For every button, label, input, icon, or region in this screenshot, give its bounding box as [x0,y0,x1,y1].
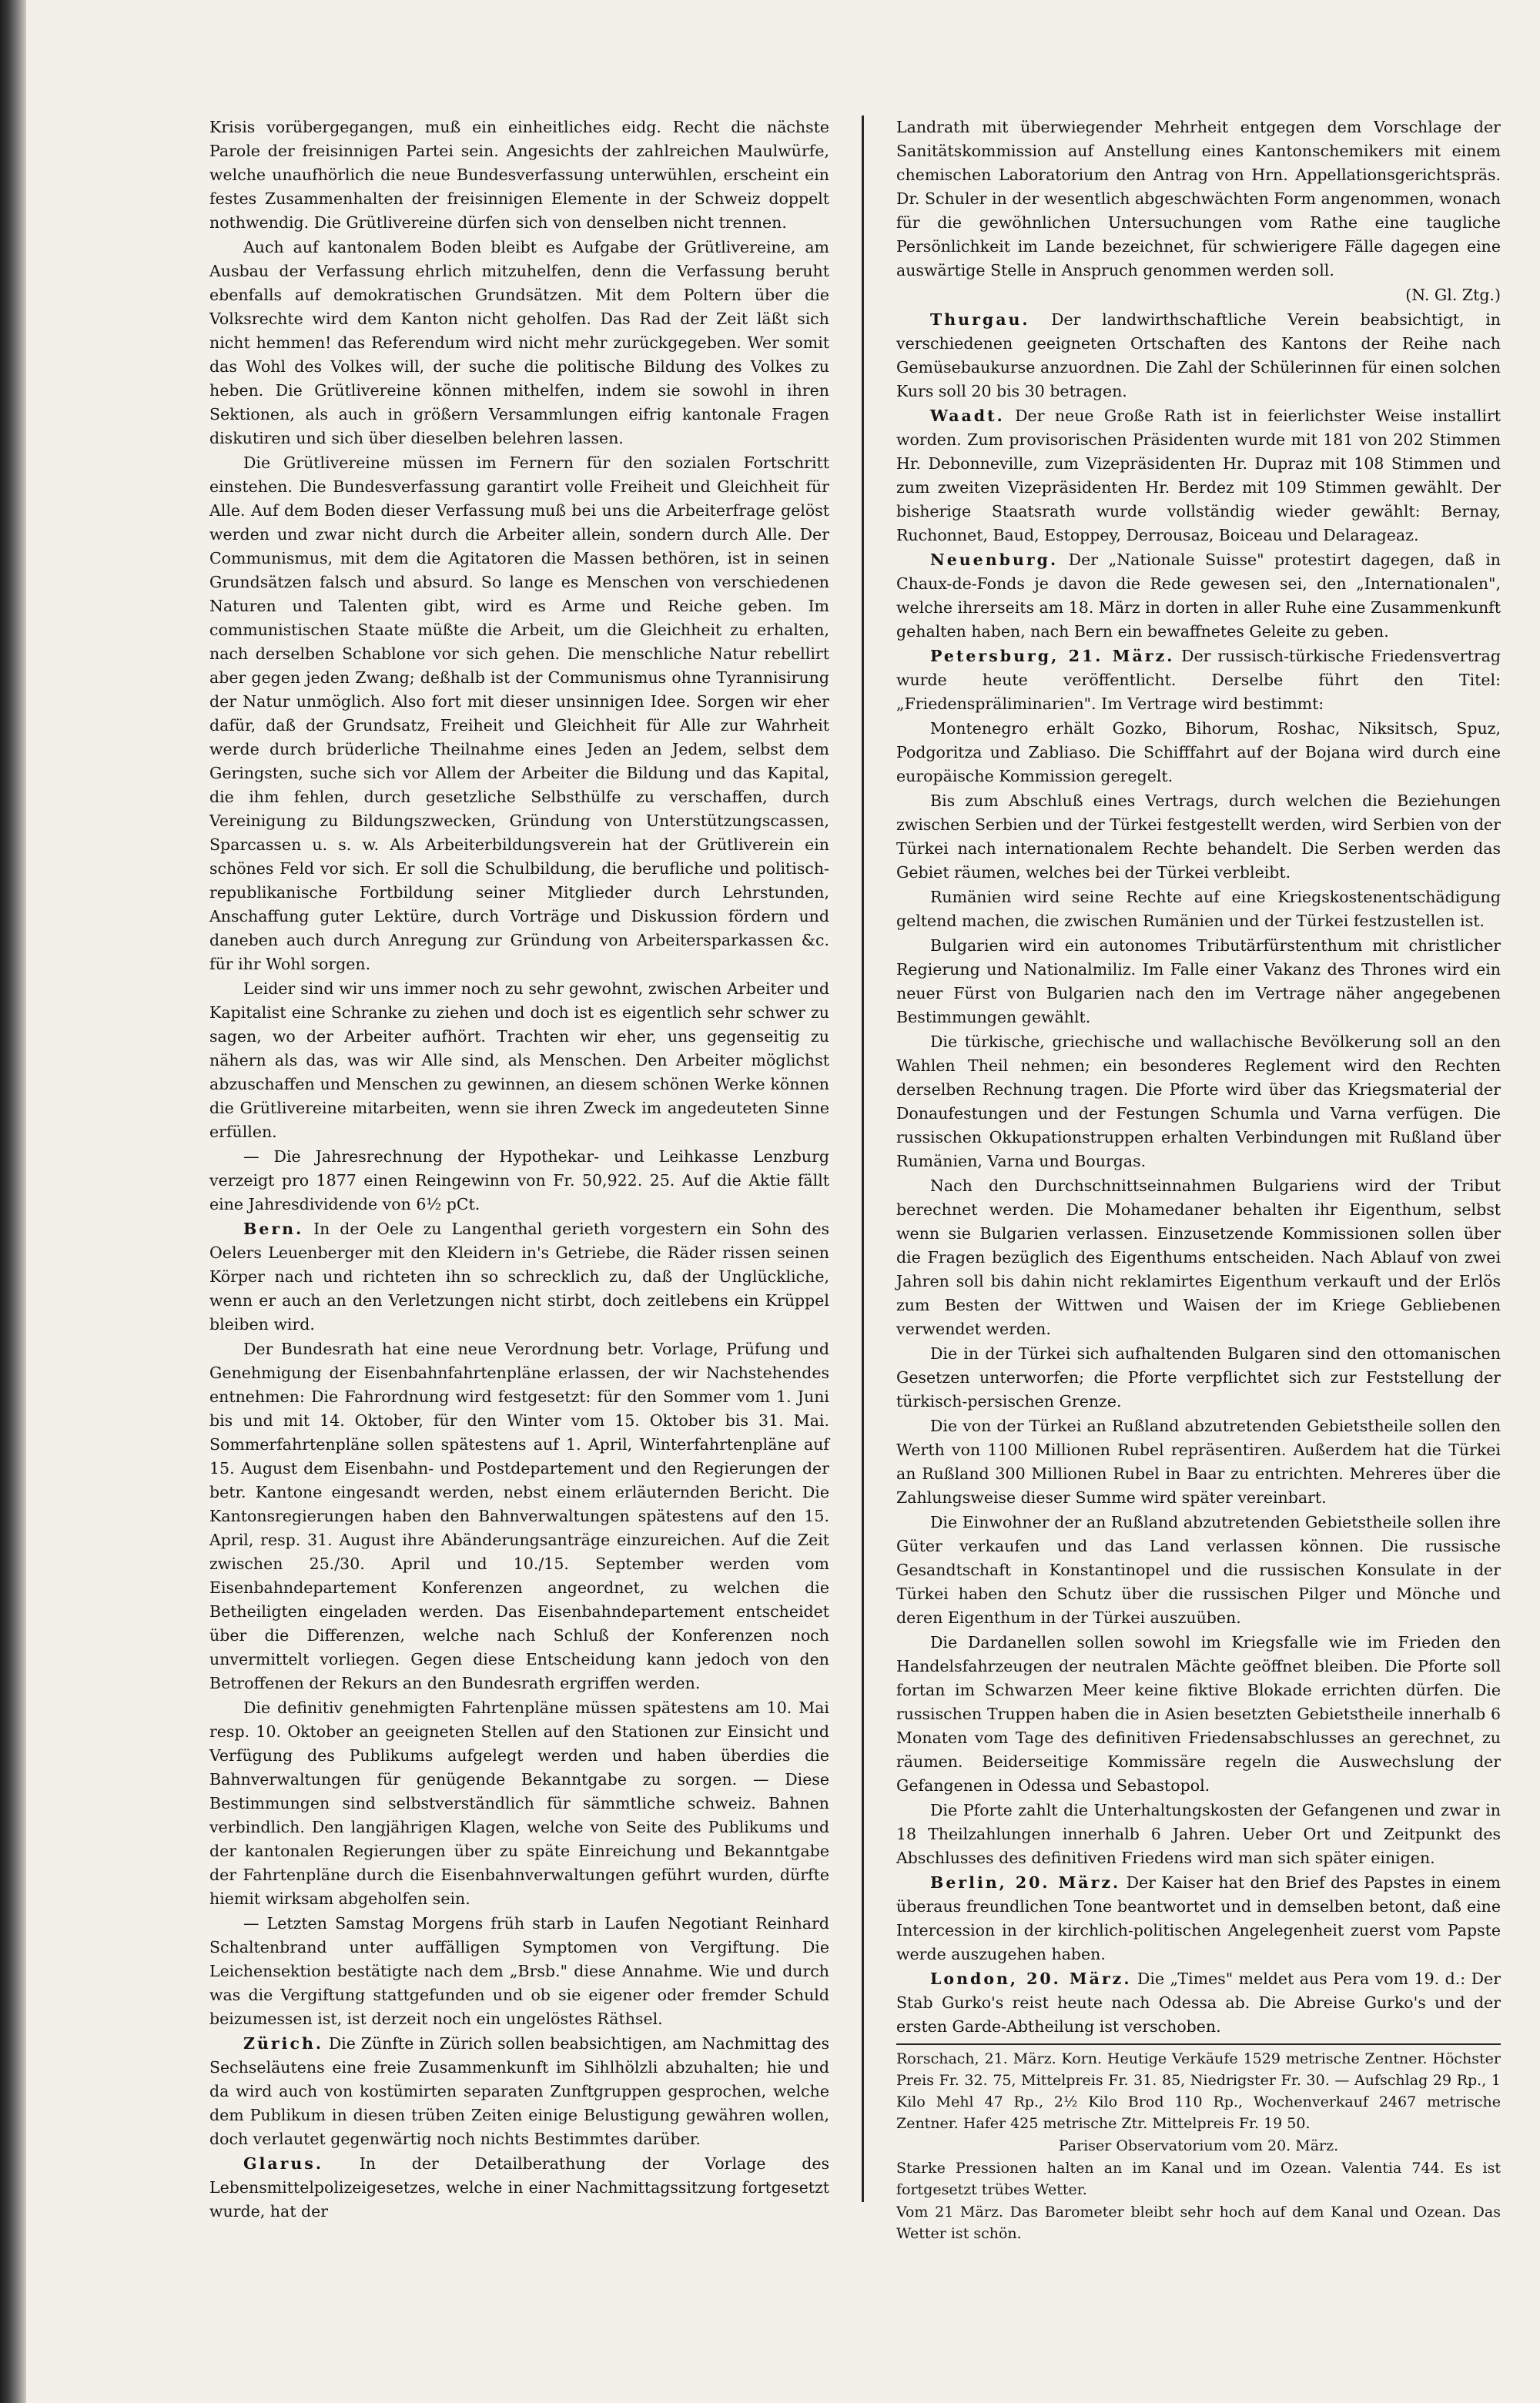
news-body: Der russisch-türkische Friedensvertrag wurde heute veröffentlicht. Derselbe führt den Titel: „Friedenspräliminarien". Im Vertrage wird bestimmt: [896,647,1501,713]
left-column [209,115,829,2221]
dateline: Berlin, 20. März. [930,1873,1121,1892]
newspaper-page [26,0,1540,2403]
weather-report: Vom 21 März. Das Barometer bleibt sehr hoch auf dem Kanal und Ozean. Das Wetter ist schön. [896,2204,1501,2242]
observatory-heading: Pariser Observatorium vom 20. März. [1058,2137,1339,2154]
scan-edge-binding [0,0,26,2403]
news-item-waadt [896,404,1501,547]
source-citation: (N. Gl. Ztg.) [1405,286,1501,304]
article-paragraph: Die Grütlivereine müssen im Fernern für den sozialen Fortschritt einstehen. Die Bundesverfassung garantirt volle Freiheit und Gleichheit für Alle. Auf dem Boden dieser Verfassung muß bei uns die Arbeiterfrage gelöst werden und zwar nicht durch die Arbeiter allein, sondern durch Alle. Der Communismus, mit dem die Agitatoren die Massen bethören, ist in seinen Grundsätzen falsch und absurd. So lange es Menschen von verschiedenen Naturen und Talenten gibt, wird es Arme und Reiche geben. Im communistischen Staate müßte die Arbeit, um die Gleichheit zu erhalten, nach derselben Schablone vor sich gehen. Die menschliche Natur rebellirt aber gegen jeden Zwang; deßhalb ist der Communismus ohne Tyrannisirung der Natur unmöglich. Also fort mit dieser unsinnigen Idee. Sorgen wir eher dafür, daß der Grundsatz, Freiheit und Gleichheit für Alle zur Wahrheit werde durch brüderliche Theilnahme eines Jeden an Jedem, selbst dem Geringsten, suche sich vor Allem der Arbeiter die Bildung und das Kapital, die ihm fehlen, durch gesetzliche Selbsthülfe zu verschaffen, durch Vereinigung zu Bildungszwecken, Gründung von Unterstützungscassen, Sparcassen u. s. w. Als Arbeiterbildungsverein hat der Grütliverein ein schönes Feld vor sich. Er soll die Schulbildung, die berufliche und politisch-republikanische Fortbildung seiner Mitglieder durch Lehrstunden, Anschaffung guter Lektüre, durch Vorträge und Diskussion fördern und daneben auch durch Anregung zur Gründung von Arbeitersparkassen &c. für ihr Wohl sorgen. [209,453,829,973]
right-column [896,115,1501,2242]
treaty-clause: Montenegro erhält Gozko, Bihorum, Roshac, Niksitsch, Spuz, Podgoritza und Zabliaso. Die Schifffahrt auf der Bojana wird durch eine europäische Kommission geregelt. [896,719,1501,785]
dateline: London, 20. März. [930,1970,1132,1988]
treaty-clause: Die Pforte zahlt die Unterhaltungskosten der Gefangenen und zwar in 18 Theilzahlungen innerhalb 6 Jahren. Ueber Ort und Zeitpunkt des Abschlusses des definitiven Friedens wird man sich später einigen. [896,1801,1501,1867]
dateline: Bern. [243,1220,304,1238]
news-item-neuenburg [896,548,1501,644]
news-item-zuerich [209,2032,829,2151]
dateline: Zürich. [243,2034,323,2053]
article-paragraph: Leider sind wir uns immer noch zu sehr gewohnt, zwischen Arbeiter und Kapitalist eine Schranke zu ziehen und doch ist es eigentlich sehr schwer zu sagen, wo der Arbeiter aufhört. Trachten wir eher, uns gegenseitig zu nähern als das, was wir Alle sind, als Menschen. Den Arbeiter möglichst abzuschaffen und Menschen zu gewinnen, an diesem schönen Werke können die Grütlivereine mitarbeiten, wenn sie ihren Zweck im angedeuteten Sinne erfüllen. [209,979,829,1141]
news-item-petersburg [896,644,1501,716]
news-body: In der Detailberathung der Vorlage des Lebensmittelpolizeigesetzes, welche in einer Nachmittagssitzung fortgesetzt wurde, hat der [209,2154,829,2221]
news-item-london [896,1967,1501,2039]
news-item-glarus-cont: Landrath mit überwiegender Mehrheit entgegen dem Vorschlage der Sanitätskommission auf Anstellung eines Kantonschemikers mit einem chemischen Laboratorium den Antrag von Hrn. Appellationsgerichtspräs. Dr. Schuler in der wesentlich abgeschwächten Form angenommen, wonach für die gewöhnlichen Untersuchungen vom Rathe eine taugliche Persönlichkeit im Lande bezeichnet, für schwierigere Fälle dagegen eine auswärtige Stelle in Anspruch genommen werden soll. [896,118,1501,279]
article-paragraph: Krisis vorübergegangen, muß ein einheitliches eidg. Recht die nächste Parole der freisinnigen Partei sein. Angesichts der zahlreichen Maulwürfe, welche unaufhörlich die neue Bundesverfassung unterwühlen, erscheint ein festes Zusammenhalten der freisinnigen Elemente in der Schweiz doppelt nothwendig. Die Grütlivereine dürfen sich von denselben nicht trennen. [209,118,829,232]
news-body: Die Zünfte in Zürich sollen beabsichtigen, am Nachmittag des Sechseläutens eine freie Zusammenkunft im Sihlhölzli abzuhalten; hie und da wird auch von kostümirten separaten Zunftgruppen gesprochen, welche dem Publikum in diesen trüben Zeiten einige Belustigung gewähren wollen, doch verlautet gegenwärtig noch nichts Bestimmtes darüber. [209,2034,829,2148]
news-item-glarus [209,2152,829,2224]
news-body: In der Oele zu Langenthal gerieth vorgestern ein Sohn des Oelers Leuenberger mit den Kleidern in's Getriebe, die Räder rissen seinen Körper nach und richteten ihn so schrecklich zu, daß der Unglückliche, wenn er auch an den Verletzungen nicht stirbt, doch zeitlebens ein Krüppel bleiben wird. [209,1220,829,1334]
treaty-clause: Die Einwohner der an Rußland abzutretenden Gebietstheile sollen ihre Güter verkaufen und das Land verlassen können. Die russische Gesandtschaft in Konstantinopel und die russischen Konsulate in der Türkei haben den Schutz über die russischen Pilger und Mönche und deren Eigenthum in der Türkei auszuüben. [896,1513,1501,1627]
news-item-berlin [896,1871,1501,1966]
treaty-clause: Bis zum Abschluß eines Vertrags, durch welchen die Beziehungen zwischen Serbien und der Türkei festgestellt werden, wird Serbien von der Türkei nach internationalem Rechte behandelt. Die Serben werden das Gebiet räumen, welches bei der Türkei verbleibt. [896,792,1501,882]
treaty-clause: Die türkische, griechische und wallachische Bevölkerung soll an den Wahlen Theil nehmen; ein besonderes Reglement wird den Rechten derselben Rechnung tragen. Die Pforte wird über das Kriegsmaterial der Donaufestungen und der Festungen Schumla und Varna verfügen. Die russischen Okkupationstruppen erhalten Verbindungen mit Rußland über Rumänien, Varna und Bourgas. [896,1032,1501,1170]
treaty-clause: Bulgarien wird ein autonomes Tributärfürstenthum mit christlicher Regierung und Nationalmiliz. Im Falle einer Vakanz des Thrones wird ein neuer Fürst von Bulgarien nach den im Vertrage näher angegebenen Bestimmungen gewählt. [896,936,1501,1026]
news-item-laufen: — Letzten Samstag Morgens früh starb in Laufen Negotiant Reinhard Schaltenbrand unter auffälligen Symptomen von Vergiftung. Die Leichensektion bestätigte nach dem „Brsb." diese Annahme. Wie und durch was die Vergiftung stattgefunden und ob sie eigener oder fremder Schuld beizumessen ist, ist derzeit noch ein ungelöstes Räthsel. [209,1914,829,2028]
dateline: Waadt. [930,407,1005,425]
dateline: Glarus. [243,2154,323,2173]
weather-report: Starke Pressionen halten an im Kanal und im Ozean. Valentia 744. Es ist fortgesetzt trübes Wetter. [896,2160,1501,2198]
treaty-clause: Die in der Türkei sich aufhaltenden Bulgaren sind den ottomanischen Gesetzen unterworfen; die Pforte verpflichtet sich zur Feststellung der türkisch-persischen Grenze. [896,1344,1501,1411]
treaty-clause: Die Dardanellen sollen sowohl im Kriegsfalle wie im Frieden den Handelsfahrzeugen der neutralen Mächte geöffnet bleiben. Die Pforte soll fortan im Schwarzen Meer keine fiktive Blokade errichten dürfen. Die russischen Truppen haben die in Asien besetzten Gebietstheile innerhalb 6 Monaten vom Tage des definitiven Friedensabschlusses an gerechnet, zu räumen. Beiderseitige Kommissäre regeln die Auswechslung der Gefangenen in Odessa und Sebastopol. [896,1633,1501,1795]
news-item-fahrtenplaene: Die definitiv genehmigten Fahrtenpläne müssen spätestens am 10. Mai resp. 10. Oktober an geeigneten Stellen auf den Stationen zur Einsicht und Verfügung des Publikums aufgelegt werden und haben überdies die Bahnverwaltungen für genügende Bekanntgabe zu sorgen. — Diese Bestimmungen sind selbstverständlich für sämmtliche schweiz. Bahnen verbindlich. Den langjährigen Klagen, welche von Seite des Publikums und der kantonalen Regierungen über zu späte Einreichung und Bekanntgabe der Fahrtenpläne durch die Eisenbahnverwaltungen geführt wurden, dürfte hiemit wirksam abgeholfen sein. [209,1698,829,1908]
news-body: Der „Nationale Suisse" protestirt dagegen, daß in Chaux-de-Fonds je davon die Rede gewesen sei, den „Internationalen", welche ihrerseits am 18. März in dorten in aller Ruhe eine Zusammenkunft gehalten haben, nach Bern ein bewaffnetes Geleite zu geben. [896,551,1501,641]
column-rule [862,115,864,2202]
news-item-bern [209,1217,829,1337]
treaty-clause: Rumänien wird seine Rechte auf eine Kriegskostenentschädigung geltend machen, die zwischen Rumänien und der Türkei festzustellen ist. [896,888,1501,930]
news-item-lenzburg: — Die Jahresrechnung der Hypothekar- und Leihkasse Lenzburg verzeigt pro 1877 einen Reingewinn von Fr. 50,922. 25. Auf die Aktie fällt eine Jahresdividende von 6½ pCt. [209,1147,829,1213]
dateline: Neuenburg. [930,551,1059,569]
dateline: Petersburg, 21. März. [930,647,1175,665]
dateline: Thurgau. [930,310,1030,329]
news-item-thurgau [896,308,1501,403]
treaty-clause: Nach den Durchschnittseinnahmen Bulgariens wird der Tribut berechnet werden. Die Mohamedaner behalten ihr Eigenthum, selbst wenn sie Bulgarien verlassen. Einzusetzende Kommissionen sollen über die Fragen bezüglich des Eigenthums entscheiden. Nach Ablauf von zwei Jahren soll bis dahin nicht reklamirtes Eigenthum verkauft und der Erlös zum Besten der Wittwen und Waisen der im Kriege Gebliebenen verwendet werden. [896,1176,1501,1338]
news-body: Die „Times" meldet aus Pera vom 19. d.: Der Stab Gurko's reist heute nach Odessa ab. Die Abreise Gurko's und der ersten Garde-Abtheilung ist verschoben. [896,1970,1501,2036]
treaty-clause: Die von der Türkei an Rußland abzutretenden Gebietstheile sollen den Werth von 1100 Millionen Rubel repräsentiren. Außerdem hat die Türkei an Rußland 300 Millionen Rubel in Baar zu entrichten. Mehreres über die Zahlungsweise dieser Summe wird später vereinbart. [896,1417,1501,1507]
news-item-bundesrath: Der Bundesrath hat eine neue Verordnung betr. Vorlage, Prüfung und Genehmigung der Eisenbahnfahrtenpläne erlassen, der wir Nachstehendes entnehmen: Die Fahrordnung wird festgesetzt: für den Sommer vom 1. Juni bis und mit 14. Oktober, für den Winter vom 15. Oktober bis 31. Mai. Sommerfahrtenpläne sollen spätestens auf 1. April, Winterfahrtenpläne auf 15. August dem Eisenbahn- und Postdepartement und den Regierungen der betr. Kantone eingesandt werden, nebst einem erläuternden Bericht. Die Kantonsregierungen haben den Bahnverwaltungen spätestens auf den 15. April, resp. 31. August ihre Abänderungsanträge einzureichen. Auf die Zeit zwischen 25./30. April und 10./15. September werden vom Eisenbahndepartement Konferenzen angeordnet, zu welchen die Betheiligten eingeladen werden. Das Eisenbahndepartement entscheidet über die Differenzen, welche nach Schluß der Konferenzen noch unvermittelt vorliegen. Gegen diese Entscheidung kann jedoch von den Betroffenen der Rekurs an den Bundesrath ergriffen werden. [209,1340,829,1692]
news-body: Der Kaiser hat den Brief des Papstes in einem überaus freundlichen Tone beantwortet und in demselben betont, daß eine Intercession in der kirchlich-politischen Angelegenheit zuerst vom Papste werde auszugehen haben. [896,1873,1501,1963]
article-paragraph: Auch auf kantonalem Boden bleibt es Aufgabe der Grütlivereine, am Ausbau der Verfassung ehrlich mitzuhelfen, denn die Verfassung beruht ebenfalls auf demokratischen Grundsätzen. Mit dem Poltern über die Volksrechte wird dem Kanton nicht geholfen. Das Rad der Zeit läßt sich nicht hemmen! das Referendum wird nicht mehr zurückgegeben. Wer somit das Wohl des Volkes will, der suche die politische Bildung des Volkes zu heben. Die Grütlivereine können mithelfen, indem sie sowohl in ihren Sektionen, als auch in größern Versammlungen eifrig kantonale Fragen diskutiren und sich über dieselben belehren lassen. [209,238,829,447]
news-body: Der neue Große Rath ist in feierlichster Weise installirt worden. Zum provisorischen Präsidenten wurde mit 181 von 202 Stimmen Hr. Debonneville, zum Vizepräsidenten Hr. Dupraz mit 108 Stimmen und zum zweiten Vizepräsidenten Hr. Berdez mit 109 Stimmen gewählt. Der bisherige Staatsrath wurde vollständig wieder gewählt: Bernay, Ruchonnet, Baud, Estoppey, Derrousaz, Boiceau und Delarageaz. [896,407,1501,544]
market-report: Rorschach, 21. März. Korn. Heutige Verkäufe 1529 metrische Zentner. Höchster Preis Fr. 32. 75, Mittelpreis Fr. 31. 85, Niedrigster Fr. 30. — Aufschlag 29 Rp., 1 Kilo Mehl 47 Rp., 2½ Kilo Brod 110 Rp., Wochenverkauf 2467 metrische Zentner. Hafer 425 metrische Ztr. Mittelpreis Fr. 19 50. [896,2043,1501,2134]
news-body: Der landwirthschaftliche Verein beabsichtigt, in verschiedenen geeigneten Ortschaften des Kantons der Reihe nach Gemüsebaukurse anzuordnen. Die Zahl der Schülerinnen für einen solchen Kurs soll 20 bis 30 betragen. [896,310,1501,400]
